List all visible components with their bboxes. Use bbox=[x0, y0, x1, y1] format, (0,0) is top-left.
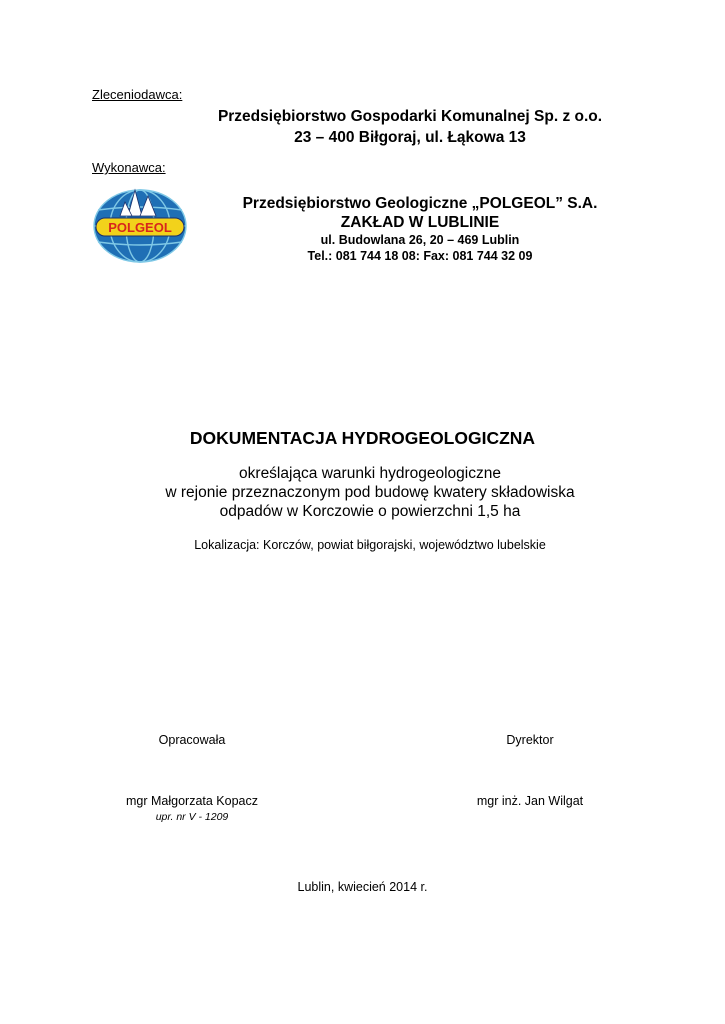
polgeol-logo bbox=[88, 186, 192, 266]
subtitle-line: w rejonie przeznaczonym pod budowę kwatery składowiska bbox=[165, 484, 575, 501]
contractor-address: ul. Budowlana 26, 20 – 469 Lublin bbox=[320, 233, 520, 247]
client-block bbox=[190, 106, 630, 148]
client-label: Zleceniodawca: bbox=[92, 87, 183, 102]
contractor-branch: ZAKŁAD W LUBLINIE bbox=[340, 214, 500, 231]
contractor-contact: Tel.: 081 744 18 08: Fax: 081 744 32 09 bbox=[307, 249, 533, 263]
document-location: Lokalizacja: Korczów, powiat biłgorajski, województwo lubelskie bbox=[194, 538, 546, 552]
subtitle-line: odpadów w Korczowie o powierzchni 1,5 ha bbox=[219, 503, 521, 520]
client-address: 23 – 400 Biłgoraj, ul. Łąkowa 13 bbox=[294, 129, 526, 146]
signature-left-role: Opracowała bbox=[158, 733, 226, 747]
signature-left-name: mgr Małgorzata Kopacz bbox=[125, 794, 258, 808]
contractor-label: Wykonawca: bbox=[92, 160, 166, 175]
contractor-name: Przedsiębiorstwo Geologiczne „POLGEOL” S.A. bbox=[242, 195, 598, 212]
document-title: DOKUMENTACJA HYDROGEOLOGICZNA bbox=[189, 428, 536, 448]
logo-text: POLGEOL bbox=[108, 220, 172, 235]
signature-right-role: Dyrektor bbox=[506, 733, 554, 747]
client-name: Przedsiębiorstwo Gospodarki Komunalnej Sp. z o.o. bbox=[217, 108, 603, 125]
contractor-block bbox=[210, 194, 630, 264]
subtitle-line: określająca warunki hydrogeologiczne bbox=[239, 465, 501, 482]
document-subtitle bbox=[60, 464, 680, 521]
place-date: Lublin, kwiecień 2014 r. bbox=[297, 880, 428, 894]
registration-number: upr. nr V - 1209 bbox=[155, 811, 229, 823]
signature-right-name: mgr inż. Jan Wilgat bbox=[476, 794, 584, 808]
